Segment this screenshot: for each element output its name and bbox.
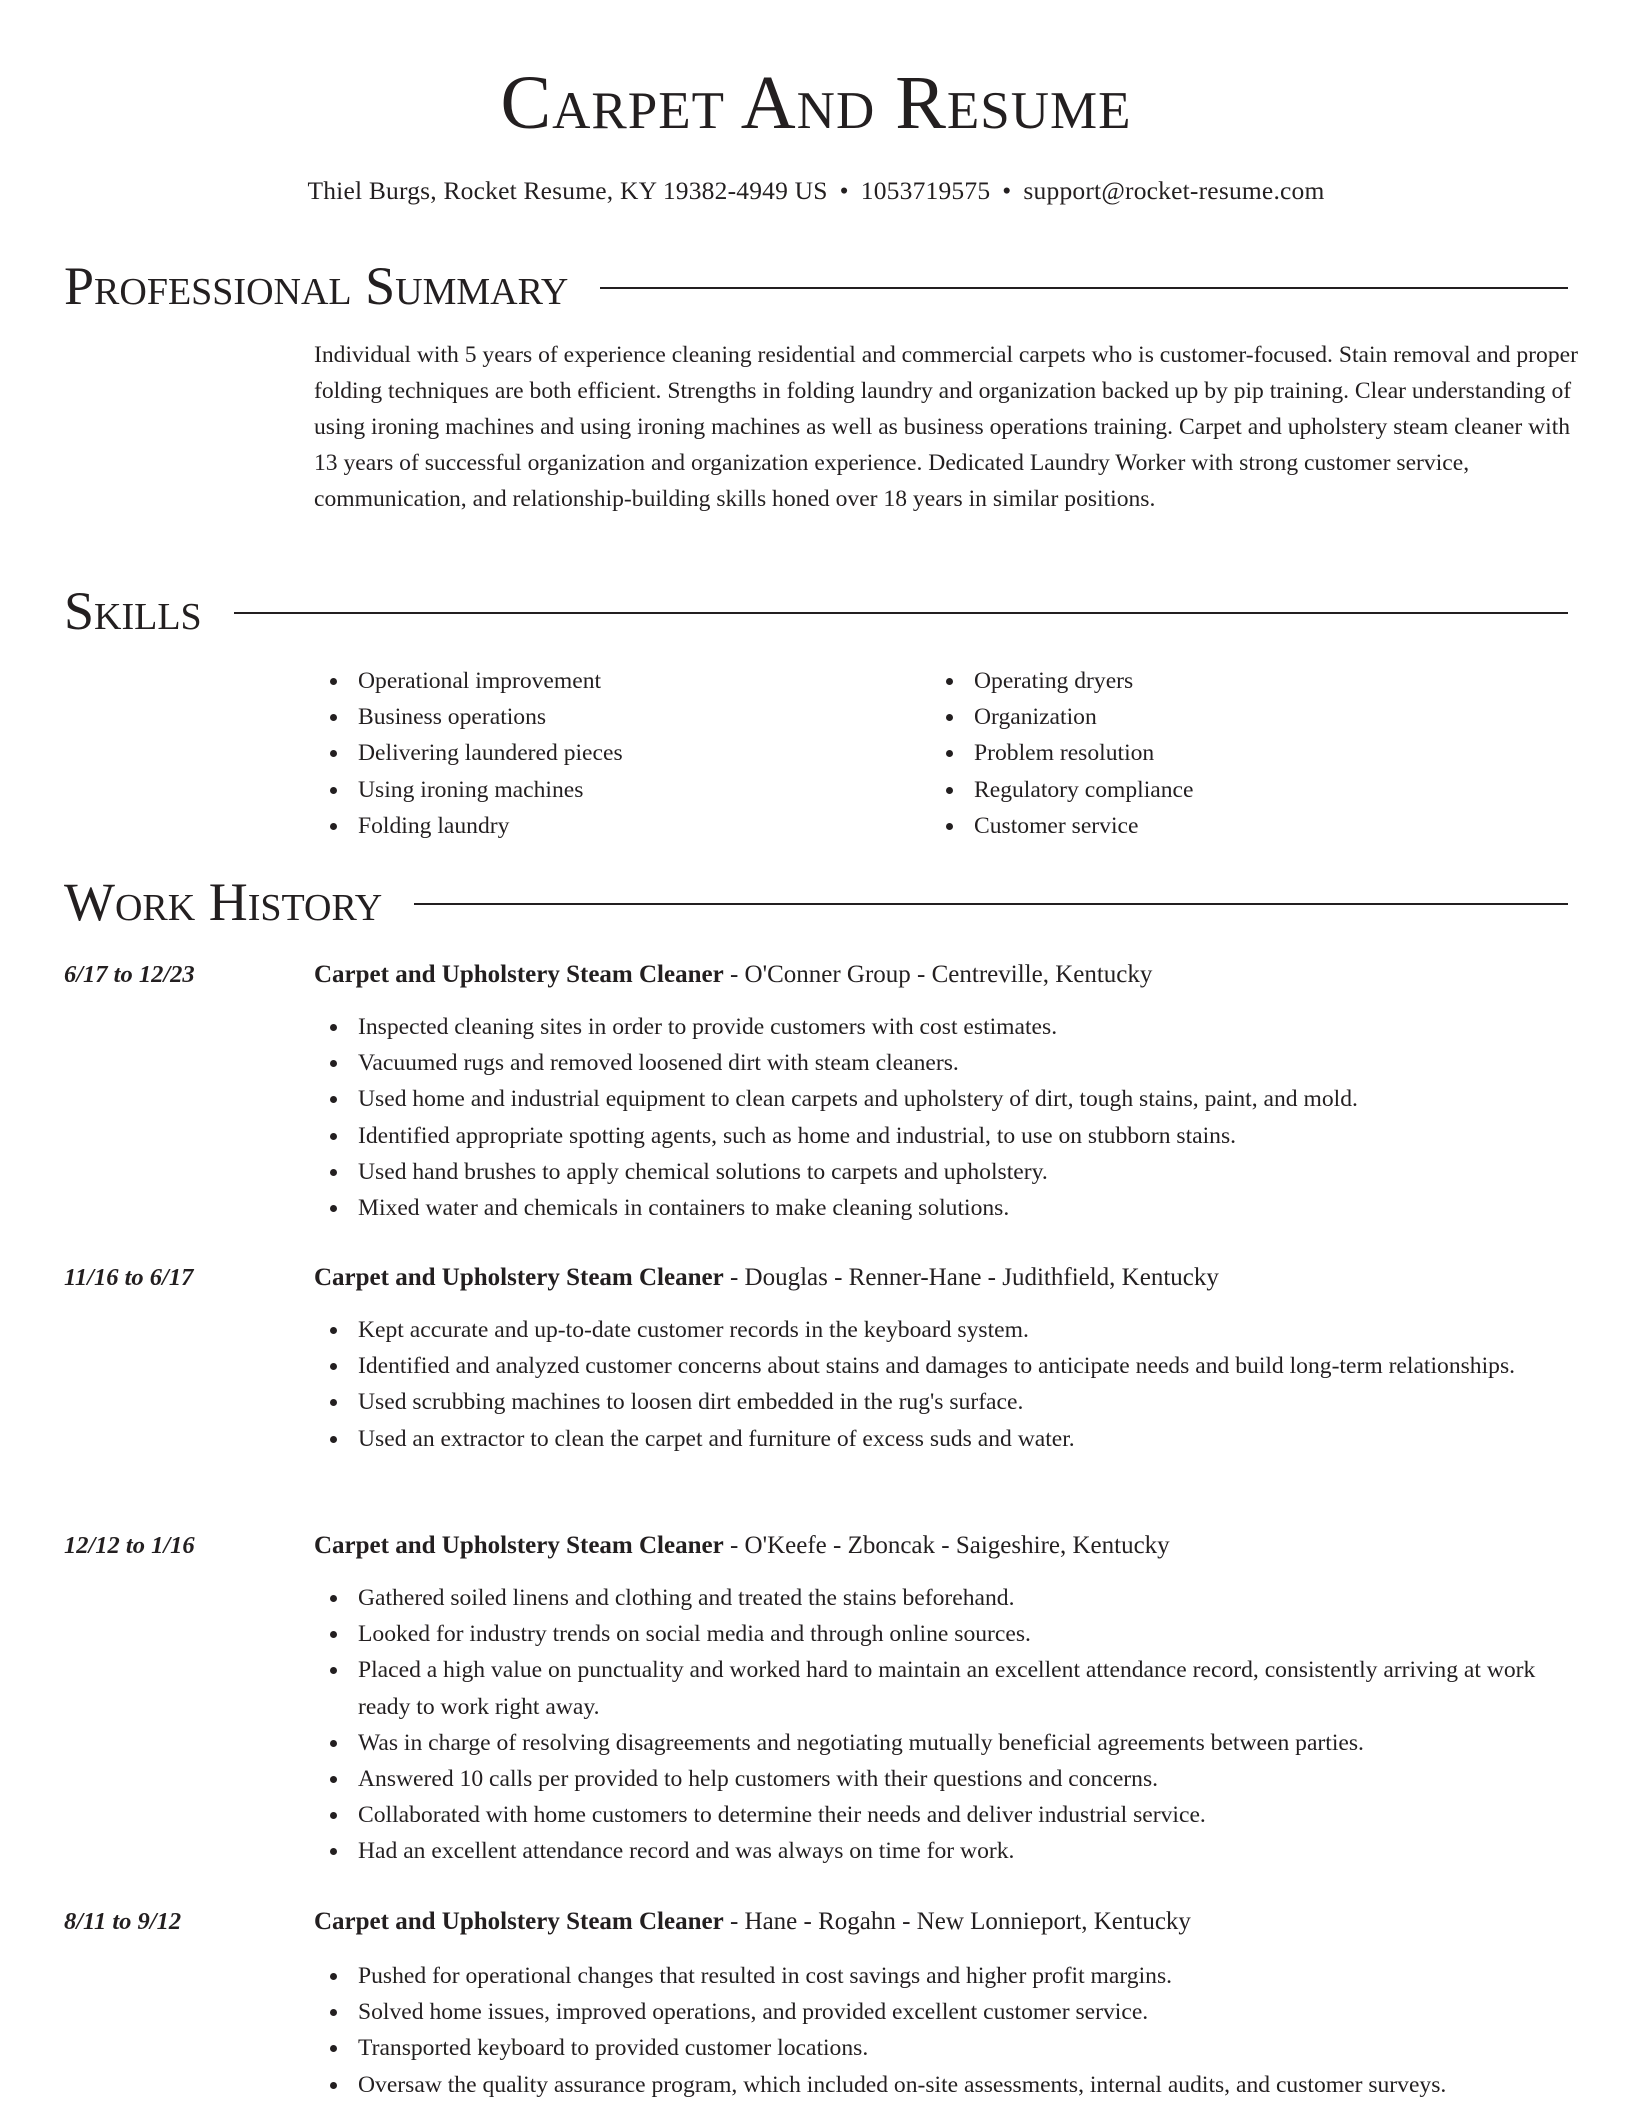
job-duty: Mixed water and chemicals in containers to make cleaning solutions. xyxy=(314,1190,1584,1226)
skills-column-left xyxy=(314,663,930,844)
contact-separator: • xyxy=(839,176,849,205)
job-dates: 12/12 to 1/16 xyxy=(64,1532,195,1559)
job-duties xyxy=(314,1580,1584,1870)
contact-separator: • xyxy=(1002,176,1012,205)
skill-item: Organization xyxy=(930,699,1546,735)
job-duty: Solved home issues, improved operations, and provided excellent customer service. xyxy=(314,1994,1584,2030)
job-duties xyxy=(314,1009,1584,1226)
skill-item: Problem resolution xyxy=(930,735,1546,771)
summary-divider xyxy=(600,287,1568,289)
job-duty: Used hand brushes to apply chemical solutions to carpets and upholstery. xyxy=(314,1154,1584,1190)
job-employer: - Douglas - Renner-Hane - Judithfield, Kentucky xyxy=(723,1264,1219,1291)
job-heading xyxy=(314,1529,1584,1563)
job-heading xyxy=(314,1905,1584,1939)
job-title: Carpet and Upholstery Steam Cleaner xyxy=(314,1908,724,1935)
work-divider xyxy=(414,903,1568,905)
job-employer: - O'Keefe - Zboncak - Saigeshire, Kentucky xyxy=(723,1532,1170,1559)
job-duty: Pushed for operational changes that resulted in cost savings and higher profit margins. xyxy=(314,1958,1584,1994)
skill-item: Regulatory compliance xyxy=(930,772,1546,808)
job-title: Carpet and Upholstery Steam Cleaner xyxy=(314,1532,724,1559)
job-duty: Had an excellent attendance record and was always on time for work. xyxy=(314,1833,1584,1869)
job-duty: Collaborated with home customers to determine their needs and deliver industrial service. xyxy=(314,1797,1584,1833)
skill-item: Folding laundry xyxy=(314,808,930,844)
skill-item: Customer service xyxy=(930,808,1546,844)
skill-item: Business operations xyxy=(314,699,930,735)
skills-section-header xyxy=(64,581,1568,641)
job-duty: Kept accurate and up-to-date customer records in the keyboard system. xyxy=(314,1312,1584,1348)
job-dates: 6/17 to 12/23 xyxy=(64,961,195,988)
job-duties xyxy=(314,1312,1584,1457)
work-heading: Work History xyxy=(64,872,383,932)
summary-text: Individual with 5 years of experience cleaning residential and commercial carpets who is customer-focused. Stain removal and proper folding techniques are both efficient. Strengths in folding laundry and organization backed up by pip training. Clear understanding of using ironing machines and using ironing machines as well as business operations training. Carpet and upholstery steam cleaner with 13 years of successful organization and organization experience. Dedicated Laundry Worker with strong customer service, communication, and relationship-building skills honed over 18 years in similar positions. xyxy=(314,342,1578,512)
job-employer: - Hane - Rogahn - New Lonnieport, Kentucky xyxy=(723,1908,1191,1935)
job-dates: 8/11 to 9/12 xyxy=(64,1908,182,1935)
job-dates: 11/16 to 6/17 xyxy=(64,1264,194,1291)
job-duty: Inspected cleaning sites in order to provide customers with cost estimates. xyxy=(314,1009,1584,1045)
summary-section-header xyxy=(64,256,1568,316)
skill-item: Operating dryers xyxy=(930,663,1546,699)
job-duty: Identified appropriate spotting agents, such as home and industrial, to use on stubborn stains. xyxy=(314,1118,1584,1154)
job-title: Carpet and Upholstery Steam Cleaner xyxy=(314,1264,724,1291)
contact-email: support@rocket-resume.com xyxy=(1023,176,1325,205)
contact-phone: 1053719575 xyxy=(860,176,991,205)
job-duty: Identified and analyzed customer concerns about stains and damages to anticipate needs and build long-term relationships. xyxy=(314,1348,1584,1384)
job-duty: Gathered soiled linens and clothing and treated the stains beforehand. xyxy=(314,1580,1584,1616)
job-title: Carpet and Upholstery Steam Cleaner xyxy=(314,961,724,988)
job-employer: - O'Conner Group - Centreville, Kentucky xyxy=(723,961,1153,988)
skills-column-right xyxy=(930,663,1546,844)
skill-item: Using ironing machines xyxy=(314,772,930,808)
job-duty: Transported keyboard to provided customer locations. xyxy=(314,2030,1584,2066)
skills-heading: Skills xyxy=(64,581,202,641)
job-duty: Used home and industrial equipment to clean carpets and upholstery of dirt, tough stains, paint, and mold. xyxy=(314,1081,1584,1117)
job-heading xyxy=(314,958,1584,992)
candidate-name: Carpet And Resume xyxy=(500,61,1132,145)
job-duty: Used an extractor to clean the carpet and furniture of excess suds and water. xyxy=(314,1421,1584,1457)
job-duty: Used scrubbing machines to loosen dirt embedded in the rug's surface. xyxy=(314,1384,1584,1420)
job-heading xyxy=(314,1261,1584,1295)
job-duty: Looked for industry trends on social media and through online sources. xyxy=(314,1616,1584,1652)
summary-heading: Professional Summary xyxy=(64,256,569,316)
skills-list xyxy=(314,663,1584,844)
contact-line xyxy=(0,174,1632,208)
job-duty: Vacuumed rugs and removed loosened dirt with steam cleaners. xyxy=(314,1045,1584,1081)
job-duty: Was in charge of resolving disagreements and negotiating mutually beneficial agreements between parties. xyxy=(314,1725,1584,1761)
work-section-header xyxy=(64,872,1568,932)
job-duty: Answered 10 calls per provided to help customers with their questions and concerns. xyxy=(314,1761,1584,1797)
skill-item: Delivering laundered pieces xyxy=(314,735,930,771)
skill-item: Operational improvement xyxy=(314,663,930,699)
skills-divider xyxy=(234,612,1568,614)
job-duty: Oversaw the quality assurance program, which included on-site assessments, internal audits, and customer surveys. xyxy=(314,2067,1584,2103)
contact-address: Thiel Burgs, Rocket Resume, KY 19382-4949 US xyxy=(307,176,828,205)
job-duty: Placed a high value on punctuality and worked hard to maintain an excellent attendance record, consistently arriving at work ready to work right away. xyxy=(314,1652,1584,1724)
job-duties xyxy=(314,1958,1584,2103)
